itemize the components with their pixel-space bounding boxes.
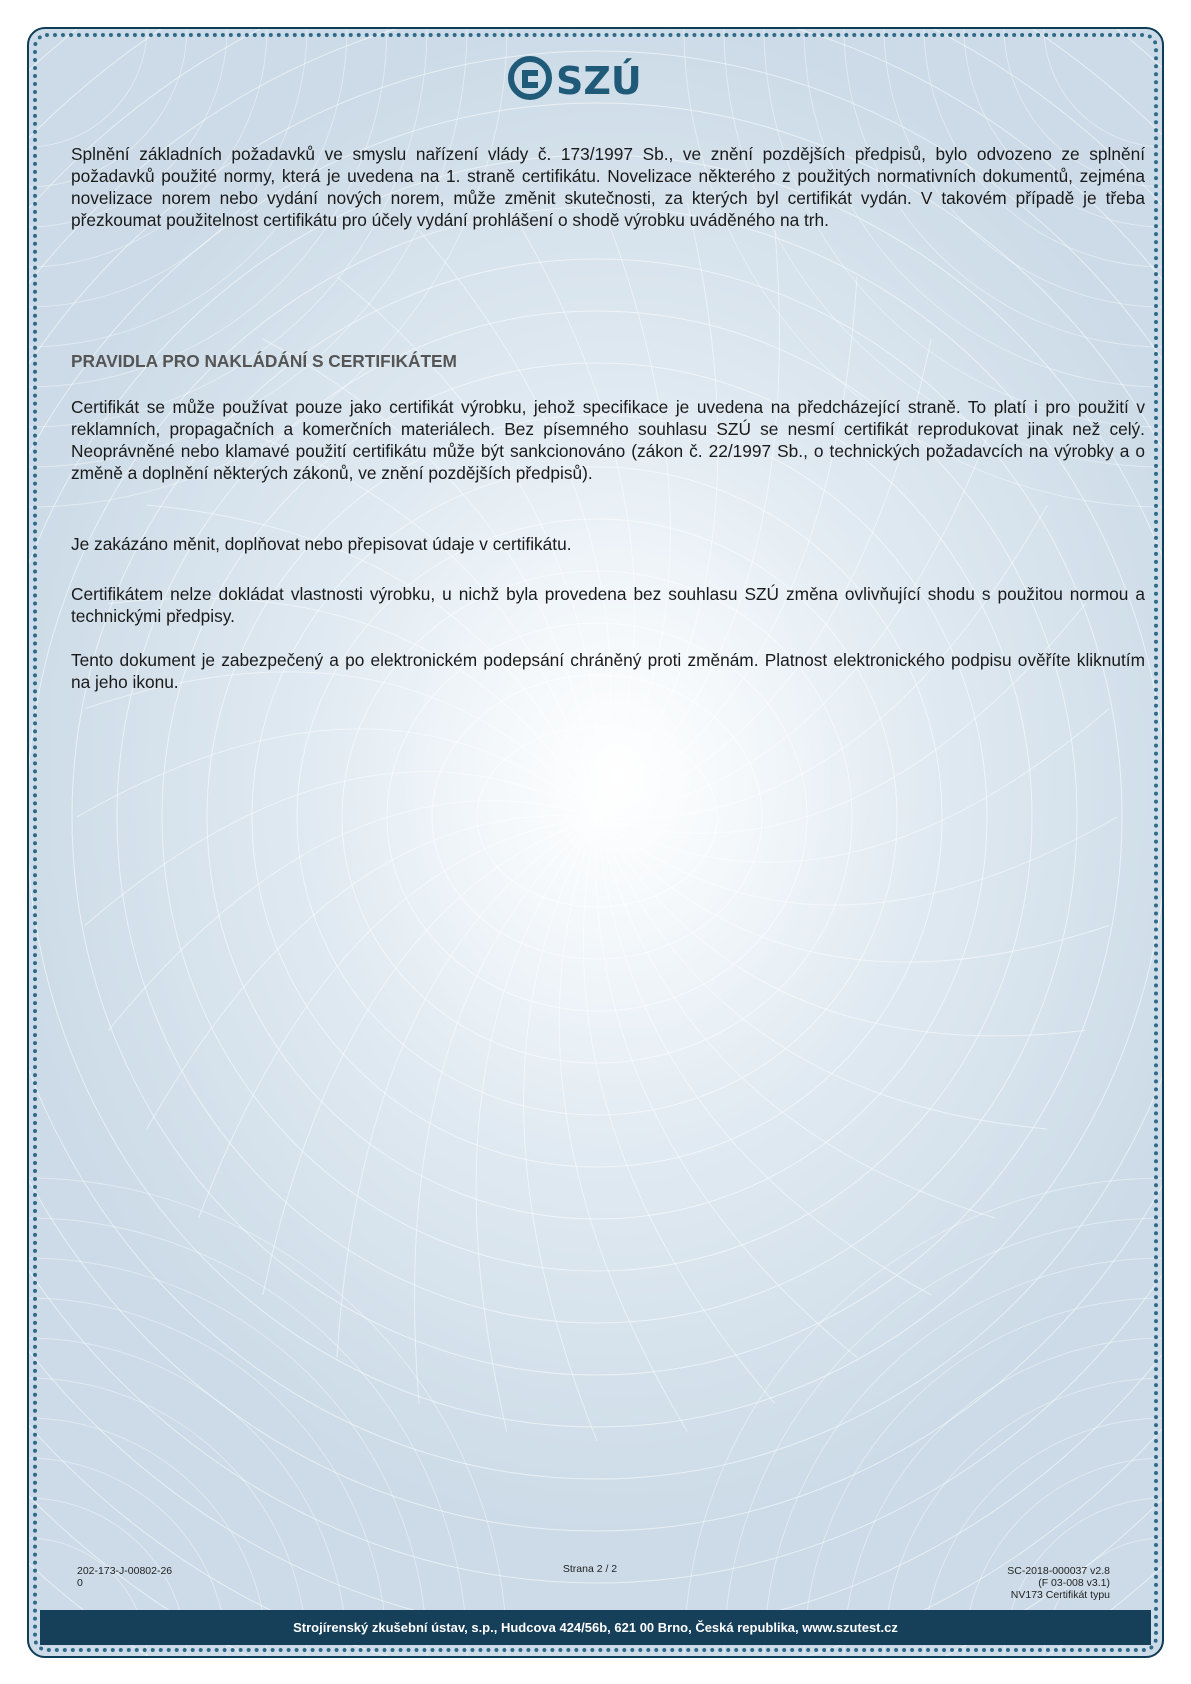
rules-paragraph-no-modification: Je zakázáno měnit, doplňovat nebo přepisovat údaje v certifikátu. [71, 534, 572, 554]
document-number [77, 1565, 172, 1589]
page-number: Strana 2 / 2 [562, 1563, 618, 1575]
form-identifier-line1: SC-2018-000037 v2.8 [1007, 1565, 1110, 1577]
rules-paragraph-signature: Tento dokument je zabezpečený a po elektronickém podepsání chráněný proti změnám. Platnost elektronického podpisu ověříte kliknutím na jeho ikonu. [71, 650, 1145, 692]
document-number-line1: 202-173-J-00802-26 [77, 1565, 173, 1577]
rules-paragraph-properties: Certifikátem nelze dokládat vlastnosti výrobku, u nichž byla provedena bez souhlasu SZÚ změna ovlivňující shodu s použitou normou a technickými předpisy. [71, 584, 1145, 626]
logo-text: SZÚ [556, 59, 642, 103]
guilloche-pattern [27, 27, 1164, 1658]
rules-paragraph-usage: Certifikát se může používat pouze jako certifikát výrobku, jehož specifikace je uvedena na předcházející straně. To platí i pro použití v reklamních, propagačních a komerčních materiálech. Bez písemného souhlasu SZÚ se nesmí certifikát reprodukovat jinak než celý. Neoprávněné nebo klamavé použití certifikátu může být sankcionováno (zákon č. 22/1997 Sb., o technických požadavcích na výrobky a o změně a doplnění některých zákonů, ve znění pozdějších předpisů). [71, 397, 1145, 483]
form-identifier-line3: NV173 Certifikát typu [1010, 1589, 1110, 1601]
szu-logo [508, 50, 668, 110]
form-identifier [900, 1565, 1110, 1601]
document-number-line2: 0 [77, 1577, 83, 1589]
company-footer-bar: Strojírenský zkušební ústav, s.p., Hudcova 424/56b, 621 00 Brno, Česká republika, www.szutest.cz [40, 1610, 1151, 1645]
intro-paragraph: Splnění základních požadavků ve smyslu nařízení vlády č. 173/1997 Sb., ve znění pozdějších předpisů, bylo odvozeno ze splnění požadavků použité normy, která je uvedena na 1. straně certifikátu. Novelizace některého z použitých normativních dokumentů, zejména novelizace norem nebo vydání nových norem, může změnit skutečnosti, za kterých byl certifikát vydán. V takovém případě je třeba přezkoumat použitelnost certifikátu pro účely vydání prohlášení o shodě výrobku uváděného na trh. [71, 144, 1145, 230]
form-identifier-line2: (F 03-008 v3.1) [1038, 1577, 1110, 1589]
rules-heading: PRAVIDLA PRO NAKLÁDÁNÍ S CERTIFIKÁTEM [71, 351, 457, 371]
security-background [27, 27, 1164, 1658]
